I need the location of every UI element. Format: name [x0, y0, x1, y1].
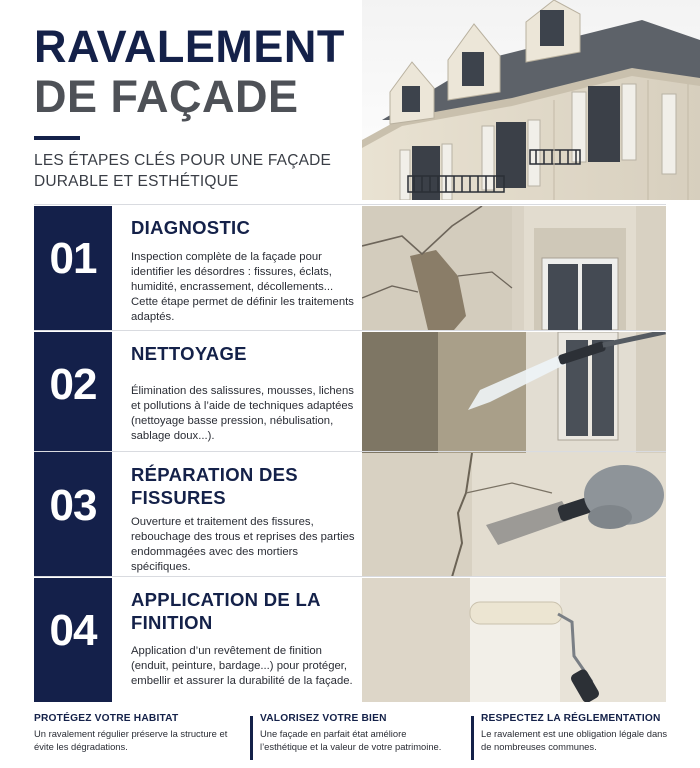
page-title-line1: RAVALEMENT: [34, 21, 345, 72]
divider: [34, 451, 666, 452]
step-number: 01: [49, 234, 97, 283]
benefit-value: [260, 712, 456, 753]
page-subtitle: LES ÉTAPES CLÉS POUR UNE FAÇADE DURABLE ET ESTHÉTIQUE: [34, 152, 332, 190]
step-number: 04: [49, 606, 97, 655]
step-number: 02: [49, 360, 97, 409]
step-title: RÉPARATION DES FISSURES: [131, 464, 298, 508]
step-number-badge: [34, 453, 112, 577]
divider: [34, 330, 666, 331]
step-nettoyage: [0, 332, 700, 456]
paint-roller-image: [362, 578, 666, 702]
step-title: DIAGNOSTIC: [131, 217, 251, 238]
step-number: 03: [49, 481, 97, 530]
step-number-badge: [34, 332, 112, 456]
crack-repair-image: [362, 453, 666, 577]
title-underline: [34, 136, 80, 140]
page-title-line2: DE FAÇADE: [34, 71, 299, 122]
benefits-footer: [0, 706, 700, 768]
step-finition: [0, 578, 700, 702]
step-description: Élimination des salissures, mousses, lichens et pollutions à l’aide de techniques adaptées (nettoyage basse pression, nébulisation, sablage doux...).: [131, 385, 354, 442]
step-title: APPLICATION DE LA FINITION: [131, 589, 321, 633]
benefit-text: Le ravalement est une obligation légale dans de nombreuses communes.: [481, 728, 668, 752]
footer-separator: [471, 716, 474, 760]
step-description: Application d’un revêtement de finition (enduit, peinture, bardage...) pour protéger, embellir et assurer la durabilité de la façade.: [131, 645, 353, 687]
divider: [34, 204, 666, 205]
benefit-text: Un ravalement régulier préserve la structure et évite les dégradations.: [34, 728, 228, 752]
benefit-protect: [34, 712, 244, 753]
step-diagnostic: [0, 206, 700, 330]
step-reparation: [0, 453, 700, 577]
step-description: Ouverture et traitement des fissures, rebouchage des trous et reprises des parties endommagées avec des mortiers spécifiques.: [131, 516, 355, 573]
header: [0, 0, 700, 200]
step-number-badge: [34, 578, 112, 702]
benefit-title: PROTÉGEZ VOTRE HABITAT: [34, 713, 179, 724]
benefit-text: Une façade en parfait état améliore l’esthétique et la valeur de votre patrimoine.: [260, 728, 442, 752]
cracked-wall-image: [362, 206, 666, 330]
step-description: Inspection complète de la façade pour identifier les désordres : fissures, éclats, humidité, encrassement, décollements... Cette étape permet de définir les traitements adaptés.: [131, 251, 354, 323]
benefit-title: VALORISEZ VOTRE BIEN: [260, 713, 387, 724]
building-facade-image: [362, 0, 700, 200]
benefit-title: RESPECTEZ LA RÉGLEMENTATION: [481, 713, 661, 724]
step-title: NETTOYAGE: [131, 343, 247, 364]
step-number-badge: [34, 206, 112, 330]
benefit-regulation: [481, 712, 671, 753]
divider: [34, 576, 666, 577]
pressure-washing-image: [362, 332, 666, 456]
footer-separator: [250, 716, 253, 760]
